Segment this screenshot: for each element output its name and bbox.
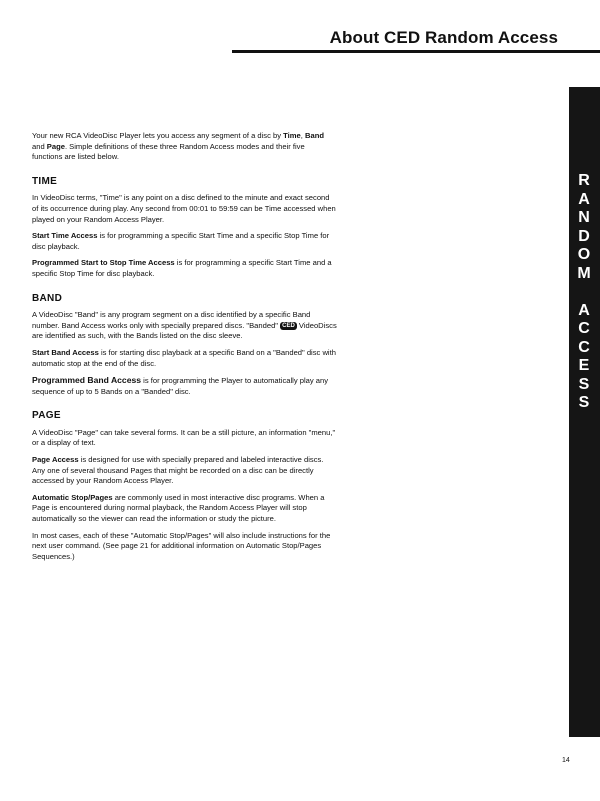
band-text-end: VideoDiscs are identified as such, with the Bands listed on the disc sleeve.: [32, 320, 337, 341]
side-letter: A: [578, 190, 590, 208]
programmed-band-term: Programmed Band Access: [32, 375, 142, 386]
time-definition: In VideoDisc terms, "Time" is any point on a disc defined to the minute and exact second of its occurrence during play. Any second from 00:01 to 59:59 can be Time accessed when played on your Random Access Player.: [32, 193, 336, 224]
intro-paragraph: [32, 131, 337, 163]
page-access-desc: is designed for use with specially prepared and labeled interactive discs. Any one of several thousand Pages that might be recorded on a disc can be directly accessed by your Random Access Player.: [32, 455, 324, 486]
programmed-time-term: Programmed Start to Stop Time Access: [32, 258, 175, 268]
intro-text: Your new RCA VideoDisc Player lets you access any segment of a disc by: [32, 131, 282, 140]
page-note: In most cases, each of these "Automatic Stop/Pages" will also include instructions for the next user command. (See page 21 for additional information on Automatic Stop/Pages Sequences.): [32, 530, 331, 561]
intro-text-end: . Simple definitions of these three Random Access modes and their five functions are listed below.: [32, 141, 305, 162]
page-access: [32, 455, 337, 487]
auto-stop-term: Automatic Stop/Pages: [32, 492, 113, 502]
intro-comma: ,: [300, 131, 303, 140]
programmed-band-access: [32, 375, 337, 397]
start-band-access: [32, 348, 337, 369]
term-page: Page: [46, 141, 65, 151]
side-letter: C: [578, 338, 590, 356]
main-content: [32, 131, 337, 568]
page-definition: A VideoDisc "Page" can take several forms. It can be a still picture, an information "menu," or a display of text.: [32, 427, 336, 448]
side-letter: O: [577, 246, 591, 263]
page-title: About CED Random Access: [329, 28, 558, 47]
start-time-desc: is for programming a specific Start Time and a specific Stop Time for disc playback.: [32, 231, 330, 251]
side-letter: S: [578, 394, 590, 411]
side-letter: D: [578, 227, 590, 245]
side-tab-text: [569, 172, 599, 413]
title-rule: [232, 50, 600, 53]
auto-stop-desc: are commonly used in most interactive disc programs. When a Page is encountered during normal playback, the Random Access Player will stop automatically so the viewer can read the information or study the picture.: [32, 492, 325, 524]
term-time: Time: [283, 131, 301, 140]
page-heading: PAGE: [32, 410, 61, 422]
side-letter: A: [578, 301, 590, 319]
page-number: 14: [562, 757, 570, 764]
start-band-desc: is for starting disc playback at a specific Band on a "Banded" disc with automatic stop at the end of the disc.: [32, 347, 336, 368]
side-letter: M: [577, 264, 591, 282]
time-heading: TIME: [32, 175, 58, 187]
programmed-band-desc: is for programming the Player to automatically play any sequence of up to 5 Bands on a "Banded" disc.: [32, 376, 329, 396]
page-access-term: Page Access: [32, 455, 79, 465]
automatic-stop-pages: [32, 493, 337, 525]
term-band: Band: [305, 131, 324, 140]
start-time-access: [32, 231, 337, 252]
intro-and: and: [32, 141, 45, 151]
programmed-time-access: [32, 258, 337, 279]
side-letter-gap: [569, 283, 599, 302]
side-letter: S: [578, 375, 590, 393]
band-definition: [32, 310, 337, 342]
ced-logo-badge: CED: [282, 322, 295, 329]
side-letter: C: [578, 320, 590, 337]
band-heading: BAND: [32, 292, 63, 304]
start-time-term: Start Time Access: [32, 231, 98, 241]
side-letter: N: [578, 209, 590, 226]
programmed-time-desc: is for programming a specific Start Time and a specific Stop Time for disc playback.: [32, 258, 332, 278]
side-letter: R: [578, 172, 590, 189]
start-band-term: Start Band Access: [32, 347, 99, 357]
band-text: A VideoDisc "Band" is any program segment on a disc identified by a specific Band number. Band Access works only with specially prepared discs. "Banded": [32, 310, 311, 330]
side-letter: E: [578, 357, 590, 374]
